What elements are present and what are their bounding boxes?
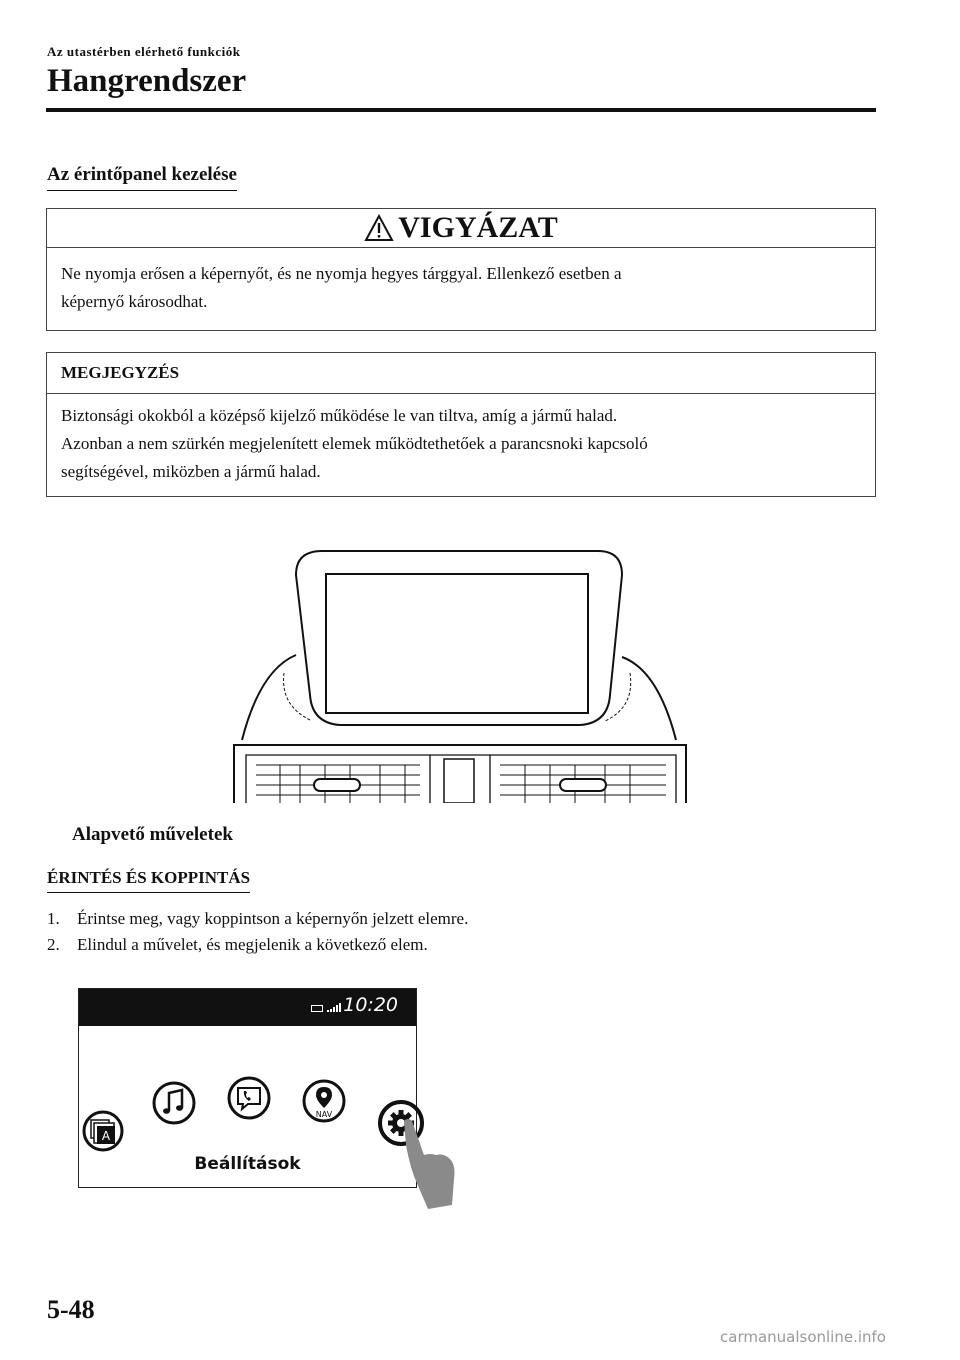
note-line: Biztonsági okokból a középső kijelző működése le van tiltva, amíg a jármű halad. (61, 406, 618, 425)
selected-item-label: Beállítások (194, 1154, 301, 1174)
note-line: Azonban a nem szürkén megjelenített elemek működtethetőek a parancsnoki kapcsoló (61, 434, 648, 453)
page-number: 5-48 (47, 1295, 95, 1324)
caution-line: képernyő károsodhat. (61, 292, 208, 311)
title-divider (46, 108, 876, 112)
step-text: Elindul a művelet, és megjelenik a következő elem. (77, 935, 428, 954)
center-display-illustration (230, 545, 690, 803)
caution-header (47, 209, 875, 248)
clock: 10:20 (343, 994, 398, 1016)
navigation-icon-label: NAV (315, 1110, 333, 1119)
vent-knob-right (560, 779, 606, 791)
step-number: 1. (47, 909, 60, 928)
dashboard-left (242, 655, 296, 740)
caution-text (47, 248, 875, 330)
status-icons (311, 1003, 341, 1012)
hazard-housing (430, 755, 490, 803)
chapter-title: Az utastérben elérhető funkciók (47, 44, 241, 59)
section-title: Az érintőpanel kezelése (47, 164, 237, 191)
note-line: segítségével, miközben a jármű halad. (61, 462, 321, 481)
phone-icon[interactable] (226, 1075, 272, 1121)
home-screen-illustration (78, 988, 417, 1188)
illustration-caption: Alapvető műveletek (72, 824, 233, 845)
navigation-icon[interactable] (301, 1078, 347, 1124)
warning-icon (364, 214, 394, 242)
note-text (47, 394, 875, 496)
note-heading: MEGJEGYZÉS (47, 353, 875, 394)
caution-heading: VIGYÁZAT (398, 211, 558, 244)
music-icon[interactable] (151, 1080, 197, 1126)
dashboard-right (622, 657, 676, 740)
status-bar (79, 989, 416, 1026)
battery-icon (311, 1005, 323, 1012)
step-item (47, 906, 468, 932)
display-screen (326, 574, 588, 713)
step-item (47, 932, 468, 958)
watermark: carmanualsonline.info (720, 1328, 886, 1346)
steps-list (47, 906, 468, 958)
vent-frame (234, 745, 686, 803)
center-button (444, 759, 474, 803)
vent-knob-left (314, 779, 360, 791)
applications-icon[interactable] (81, 1109, 125, 1153)
signal-icon (327, 1003, 341, 1012)
note-box (46, 352, 876, 497)
finger-pointer-icon (398, 1115, 460, 1211)
subheading: ÉRINTÉS ÉS KOPPINTÁS (47, 868, 250, 893)
caution-box (46, 208, 876, 331)
page-title: Hangrendszer (47, 63, 247, 99)
applications-icon-letter: A (101, 1129, 111, 1143)
caution-line: Ne nyomja erősen a képernyőt, és ne nyomja hegyes tárggyal. Ellenkező esetben a (61, 264, 622, 283)
step-number: 2. (47, 935, 60, 954)
step-text: Érintse meg, vagy koppintson a képernyőn jelzett elemre. (77, 909, 469, 928)
display-housing (296, 551, 622, 725)
